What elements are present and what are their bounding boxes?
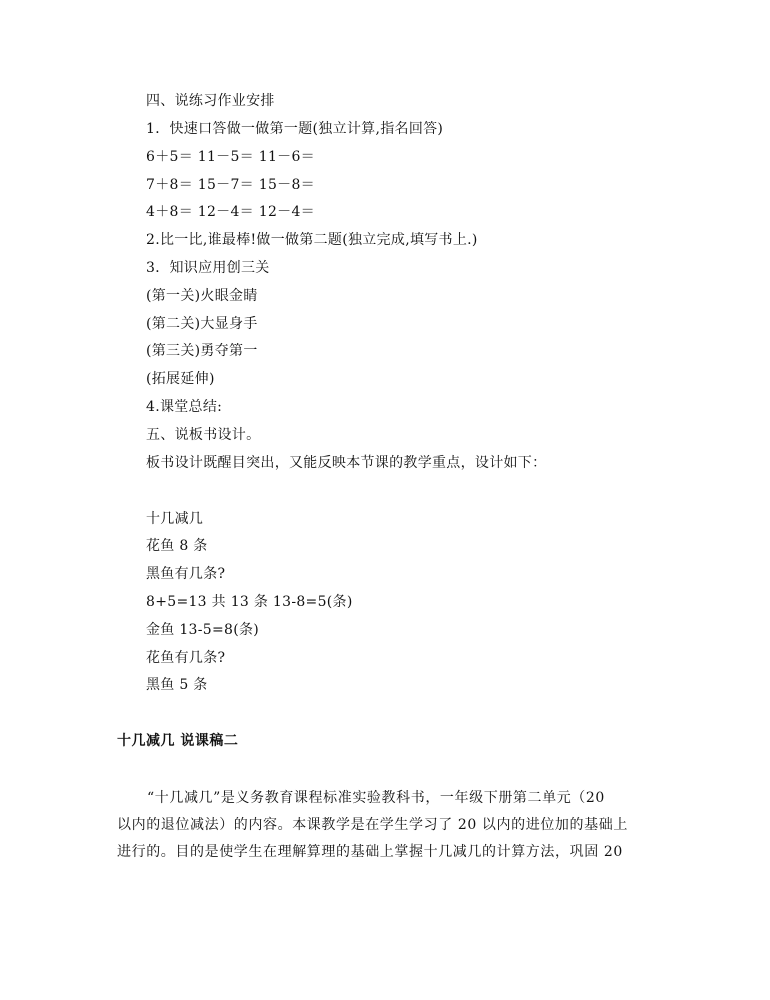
- paragraph-line-1: “十几减几”是义务教育课程标准实验教科书，一年级下册第二单元（20: [147, 790, 605, 806]
- board-line-4: 8+5=13 共 13 条 13-8=5(条): [146, 594, 353, 610]
- exercise-line-4: 4＋8＝ 12－4＝ 12－4＝: [146, 204, 315, 220]
- board-line-2: 花鱼 8 条: [146, 538, 208, 554]
- exercise-line-3: 7＋8＝ 15－7＝ 15－8＝: [146, 177, 315, 193]
- part-2-heading: 十几减几 说课稿二: [117, 733, 239, 749]
- exercise-line-1: 1．快速口答做一做第一题(独立计算,指名回答): [146, 121, 444, 137]
- board-line-5: 金鱼 13-5=8(条): [146, 622, 260, 638]
- paragraph-line-3: 进行的。目的是使学生在理解算理的基础上掌握十几减几的计算方法，巩固 20: [117, 844, 623, 860]
- section-5-title: 五、说板书设计。: [146, 427, 261, 443]
- exercise-line-7: (第一关)火眼金睛: [146, 288, 258, 304]
- board-line-3: 黑鱼有几条?: [146, 566, 226, 582]
- board-line-1: 十几减几: [146, 511, 204, 527]
- exercise-line-6: 3．知识应用创三关: [146, 260, 270, 276]
- section-4-title: 四、说练习作业安排: [146, 93, 275, 109]
- exercise-line-9: (第三关)勇夺第一: [146, 343, 258, 359]
- part-2-paragraph: [117, 785, 657, 866]
- exercise-line-11: 4.课堂总结:: [146, 399, 223, 415]
- exercise-line-5: 2.比一比,谁最棒!做一做第二题(独立完成,填写书上.): [146, 232, 478, 248]
- section-5-intro: 板书设计既醒目突出，又能反映本节课的教学重点，设计如下：: [146, 455, 547, 471]
- board-line-7: 黑鱼 5 条: [146, 677, 208, 693]
- exercise-line-2: 6＋5＝ 11－5＝ 11－6＝: [146, 149, 315, 165]
- paragraph-line-2: 以内的退位减法）的内容。本课教学是在学生学习了 20 以内的进位加的基础上: [117, 817, 628, 833]
- exercise-line-8: (第二关)大显身手: [146, 316, 258, 332]
- board-line-6: 花鱼有几条?: [146, 650, 226, 666]
- exercise-line-10: (拓展延伸): [146, 371, 215, 387]
